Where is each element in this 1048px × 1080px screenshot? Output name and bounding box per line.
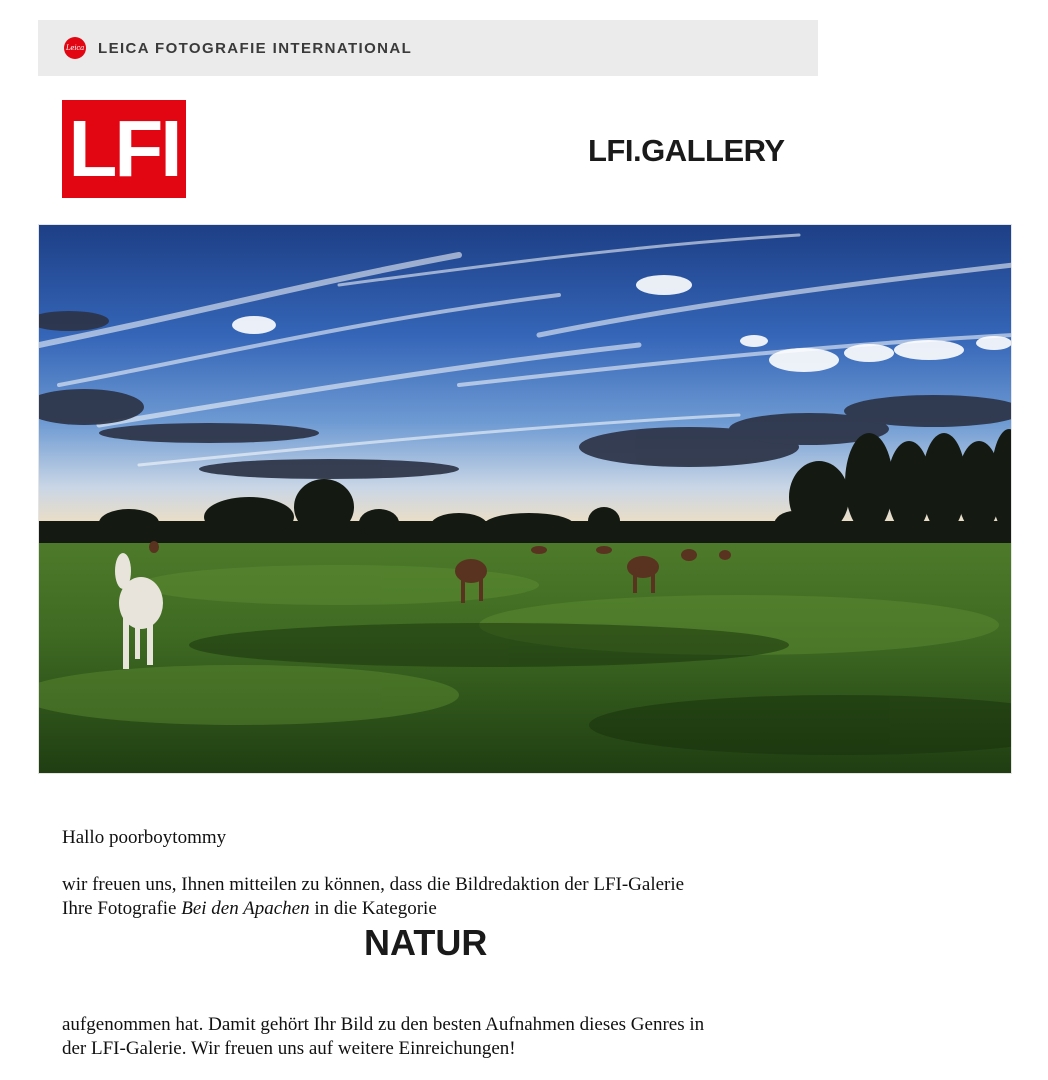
para1-line2-post: in die Kategorie <box>309 898 437 919</box>
leica-logo-icon[interactable] <box>64 37 86 59</box>
para2-line1: aufgenommen hat. Damit gehört Ihr Bild zu den besten Aufnahmen dieses Genres in <box>62 1014 705 1035</box>
gallery-title[interactable]: LFI.GALLERY <box>588 133 785 168</box>
message-paragraph-2 <box>62 1013 802 1061</box>
para1-line2-pre: Ihre Fotografie <box>62 898 182 919</box>
lfi-logo-text: LFI <box>68 104 180 193</box>
top-brand-bar <box>38 20 818 76</box>
landscape-photo-icon <box>39 225 1012 774</box>
para2-line2: der LFI-Galerie. Wir freuen uns auf weitere Einreichungen! <box>62 1038 516 1059</box>
photo-title: Bei den Apachen <box>181 898 310 919</box>
brand-name[interactable]: LEICA FOTOGRAFIE INTERNATIONAL <box>98 39 413 57</box>
leica-badge-text: Leica <box>65 44 85 52</box>
para1-line1: wir freuen uns, Ihnen mitteilen zu können, dass die Bildredaktion der LFI-Galerie <box>62 874 685 895</box>
message-paragraph-1 <box>62 873 802 921</box>
greeting: Hallo poorboytommy <box>62 827 227 848</box>
lfi-logo[interactable] <box>62 100 186 198</box>
hero-photo[interactable] <box>38 224 1012 774</box>
category-name: NATUR <box>364 922 488 963</box>
